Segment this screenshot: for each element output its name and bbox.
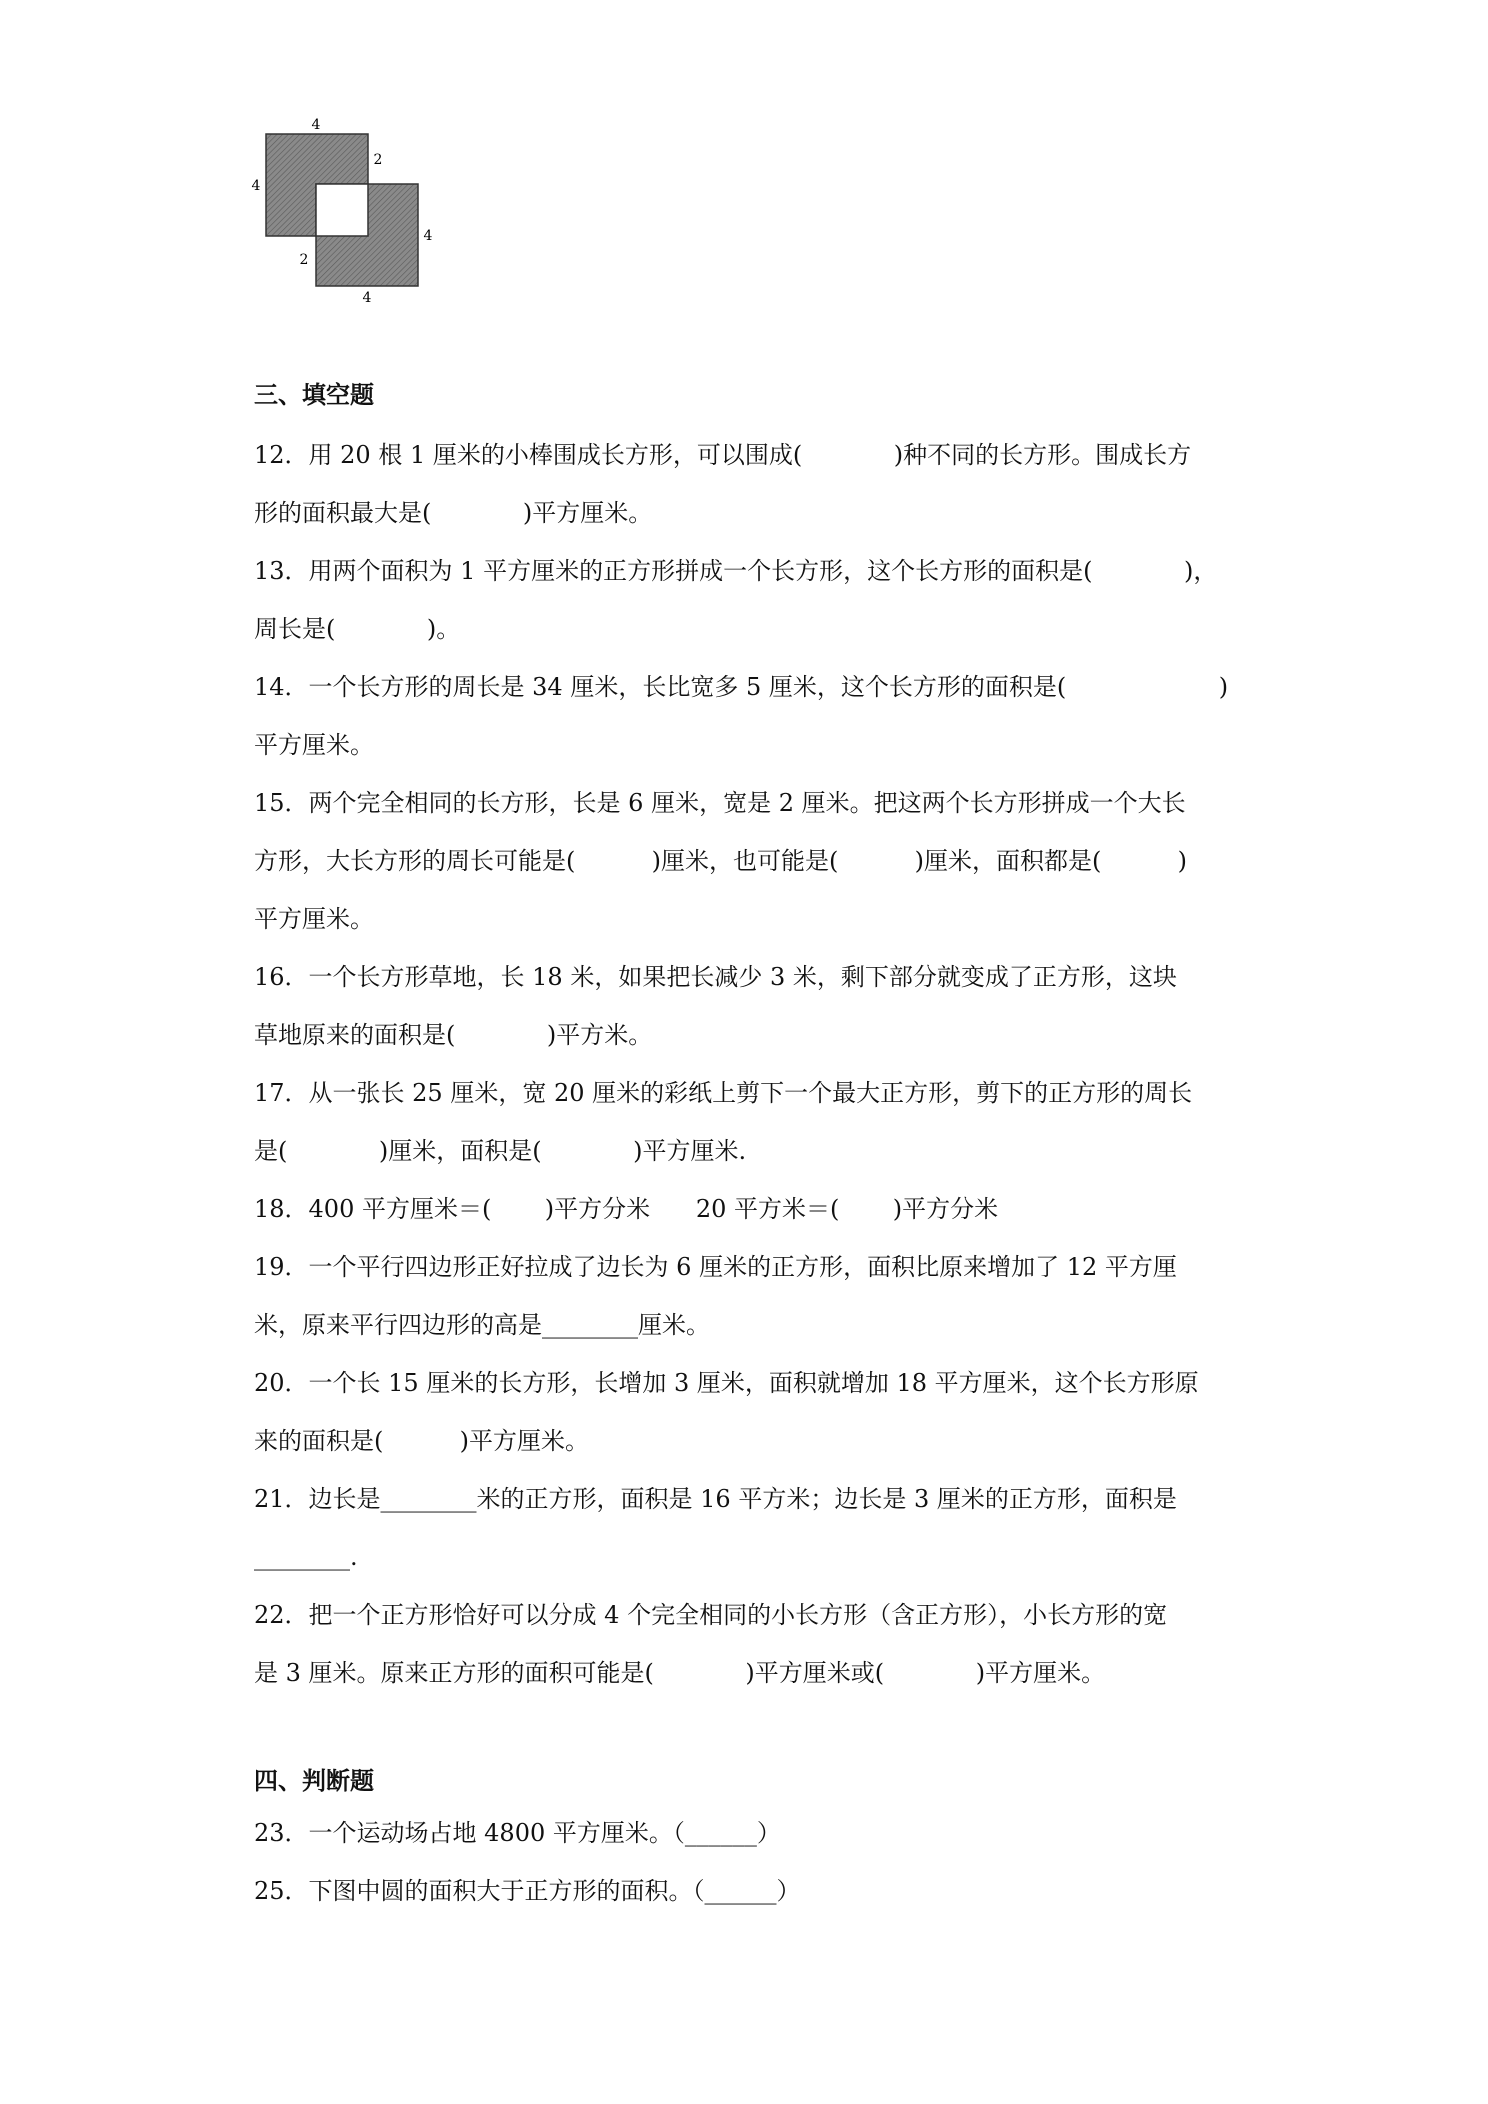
question-20-line-1: 20．一个长 15 厘米的长方形，长增加 3 厘米，面积就增加 18 平方厘米，这个长方形原 <box>254 1369 1199 1397</box>
question-12-line-1: 12．用 20 根 1 厘米的小棒围成长方形，可以围成( )种不同的长方形。围成长方 <box>254 441 1192 469</box>
question-17-line-1: 17．从一张长 25 厘米，宽 20 厘米的彩纸上剪下一个最大正方形，剪下的正方形的周长 <box>254 1079 1193 1107</box>
label-bottom: 4 <box>362 290 372 306</box>
section-title-fill-in: 三、填空题 <box>254 381 374 409</box>
question-13-line-2: 周长是( )。 <box>254 615 461 643</box>
question-19-line-2: 米，原来平行四边形的高是________厘米。 <box>254 1311 710 1339</box>
question-15-line-1: 15．两个完全相同的长方形，长是 6 厘米，宽是 2 厘米。把这两个长方形拼成一个大长 <box>254 789 1186 817</box>
question-13-line-1: 13．用两个面积为 1 平方厘米的正方形拼成一个长方形，这个长方形的面积是( )， <box>254 557 1218 585</box>
question-21-line-1: 21．边长是________米的正方形，面积是 16 平方米；边长是 3 厘米的正方形，面积是 <box>254 1485 1177 1513</box>
label-right: 4 <box>423 228 433 244</box>
question-16-line-1: 16．一个长方形草地，长 18 米，如果把长减少 3 米，剩下部分就变成了正方形，这块 <box>254 963 1177 991</box>
question-25: 25．下图中圆的面积大于正方形的面积。（______） <box>254 1877 801 1905</box>
question-14-line-2: 平方厘米。 <box>254 731 374 759</box>
question-23: 23．一个运动场占地 4800 平方厘米。（______） <box>254 1819 781 1847</box>
label-top: 4 <box>311 117 321 133</box>
question-20-line-2: 来的面积是( )平方厘米。 <box>254 1427 590 1455</box>
question-17-line-2: 是( )厘米，面积是( )平方厘米. <box>254 1137 747 1165</box>
question-16-line-2: 草地原来的面积是( )平方米。 <box>254 1021 653 1049</box>
question-14-line-1: 14．一个长方形的周长是 34 厘米，长比宽多 5 厘米，这个长方形的面积是( ) <box>254 673 1229 701</box>
label-inner-top-right: 2 <box>373 152 383 168</box>
question-15-line-2: 方形，大长方形的周长可能是( )厘米，也可能是( )厘米，面积都是( ) <box>254 847 1188 875</box>
question-22-line-2: 是 3 厘米。原来正方形的面积可能是( )平方厘米或( )平方厘米。 <box>254 1659 1106 1687</box>
overlapping-squares-figure <box>248 112 438 312</box>
question-19-line-1: 19．一个平行四边形正好拉成了边长为 6 厘米的正方形，面积比原来增加了 12 平方厘 <box>254 1253 1177 1281</box>
question-18: 18．400 平方厘米＝( )平方分米 20 平方米＝( )平方分米 <box>254 1195 999 1223</box>
question-12-line-2: 形的面积最大是( )平方厘米。 <box>254 499 653 527</box>
question-21-line-2: ________. <box>254 1543 358 1571</box>
overlap-hole <box>316 184 368 236</box>
label-inner-bottom-left: 2 <box>299 252 309 268</box>
label-left: 4 <box>251 178 261 194</box>
question-15-line-3: 平方厘米。 <box>254 905 374 933</box>
section-title-judgement: 四、判断题 <box>254 1767 374 1795</box>
question-22-line-1: 22．把一个正方形恰好可以分成 4 个完全相同的小长方形（含正方形），小长方形的宽 <box>254 1601 1168 1629</box>
